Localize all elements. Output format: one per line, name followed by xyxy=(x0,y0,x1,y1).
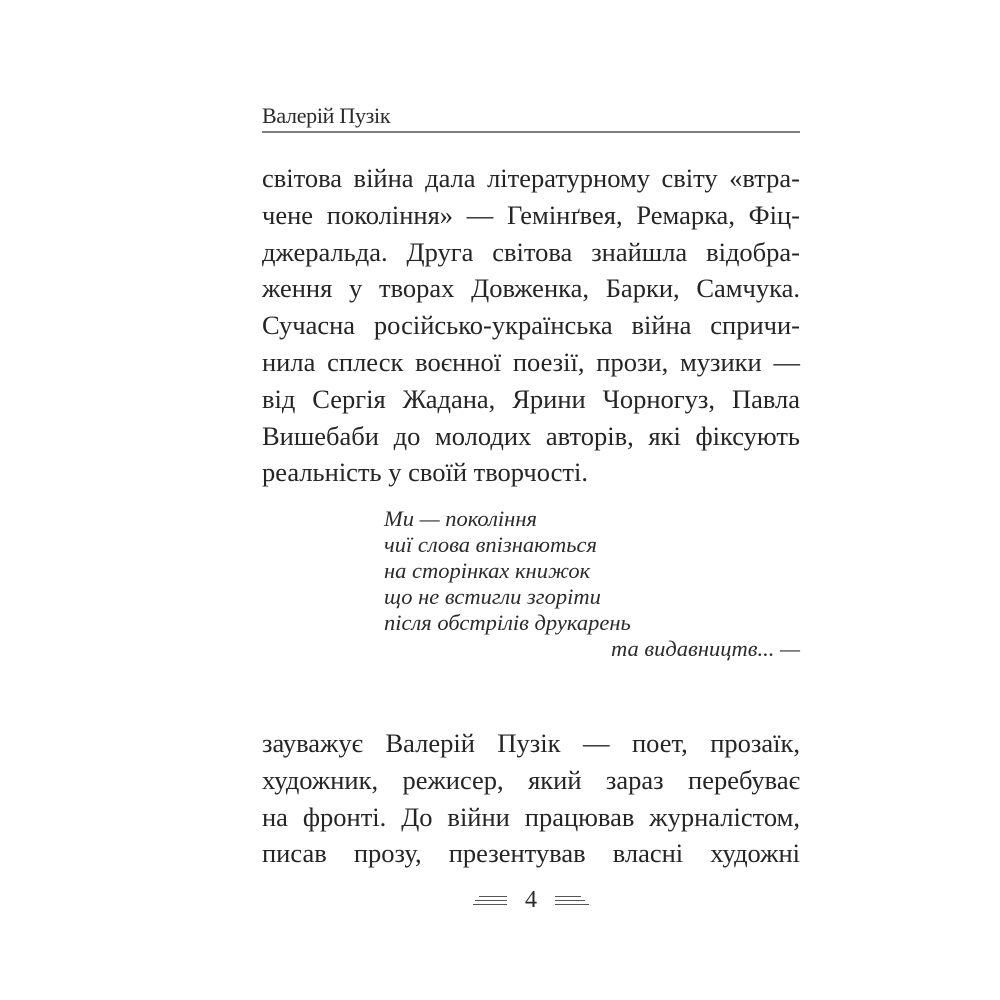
book-page xyxy=(262,0,800,1000)
poem-line: що не встигли згоріти xyxy=(384,584,601,609)
poem-quote xyxy=(384,506,800,662)
text-line: художник, режисер, який зараз перебуває xyxy=(262,764,800,795)
poem-line: після обстрілів друкарень xyxy=(384,610,631,635)
poem-line: Ми — покоління xyxy=(384,506,537,531)
text-line: світова війна дала літературному світу «втра- xyxy=(262,163,800,193)
text-line: ження у творах Довженка, Барки, Самчука. xyxy=(262,273,800,304)
ornament-lines-icon xyxy=(473,896,507,905)
page-number-footer xyxy=(262,884,800,916)
text-line: Сучасна російсько-українська війна спричи- xyxy=(262,310,800,341)
text-line: на фронті. До війни працював журналістом, xyxy=(262,801,800,832)
poem-line: та видавництв... — xyxy=(611,636,800,661)
page-number: 4 xyxy=(525,887,537,913)
text-line: реальність у своїй творчості. xyxy=(262,457,588,488)
paragraph-continuation xyxy=(262,725,800,872)
text-line: джеральда. Друга світова знайшла відобра- xyxy=(262,236,800,267)
text-line: від Сергія Жадана, Ярини Чорногуз, Павла xyxy=(262,383,800,414)
paragraph-intro xyxy=(262,160,800,491)
poem-line: на сторінках книжок xyxy=(384,558,591,583)
text-line: зауважує Валерій Пузік — поет, прозаїк, xyxy=(262,728,800,758)
header-rule xyxy=(262,131,800,133)
text-line: писав прозу, презентував власні художні xyxy=(262,838,800,869)
ornament-lines-icon xyxy=(555,896,589,905)
text-line: Вишебаби до молодих авторів, які фіксують xyxy=(262,420,800,451)
running-head-author: Валерій Пузік xyxy=(262,103,391,128)
text-line: чене покоління» — Гемінґвея, Ремарка, Фіц- xyxy=(262,199,800,230)
text-line: нила сплеск воєнної поезії, прози, музики — xyxy=(262,346,800,377)
poem-line: чиї слова впізнаються xyxy=(384,532,597,557)
